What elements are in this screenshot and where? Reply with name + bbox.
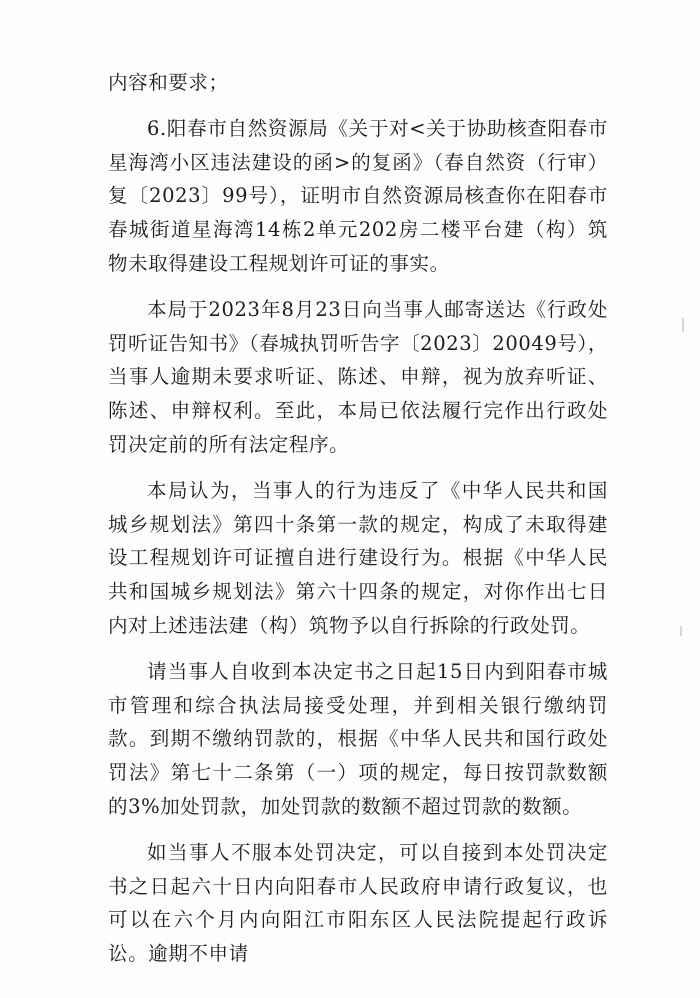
scan-speck — [682, 318, 684, 332]
paragraph-evidence-6: 6.阳春市自然资源局《关于对<关于协助核查阳春市星海湾小区违法建设的函>的复函》（春自然资（行审）复〔2023〕99号），证明市自然资源局核查你在阳春市春城街道星海湾14栋2单元202房二楼平台建（构）筑物未取得建设工程规划许可证的事实。 — [108, 116, 608, 275]
paragraph-ruling: 本局认为，当事人的行为违反了《中华人民共和国城乡规划法》第四十条第一款的规定，构成了未取得建设工程规划许可证擅自进行建设行为。根据《中华人民共和国城乡规划法》第六十四条的规定，对你作出七日内对上述违法建（构）筑物予以自行拆除的行政处罚。 — [108, 478, 608, 637]
paragraph-continuation: 内容和要求； — [108, 71, 229, 94]
paragraph-hearing-notice: 本局于2023年8月23日向当事人邮寄送达《行政处罚听证告知书》（春城执罚听告字〔2023〕20049号），当事人逾期未要求听证、陈述、申辩，视为放弃听证、陈述、申辩权利。至此，本局已依法履行完作出行政处罚决定前的所有法定程序。 — [108, 297, 608, 456]
paragraph-payment: 请当事人自收到本决定书之日起15日内到阳春市城市管理和综合执法局接受处理，并到相关银行缴纳罚款。到期不缴纳罚款的，根据《中华人民共和国行政处罚法》第七十二条第（一）项的规定，每日按罚款数额的3%加处罚款，加处罚款的数额不超过罚款的数额。 — [108, 659, 608, 818]
scan-speck — [680, 626, 682, 636]
paragraph-appeal: 如当事人不服本处罚决定，可以自接到本处罚决定书之日起六十日内向阳春市人民政府申请行政复议，也可以在六个月内向阳江市阳东区人民法院提起行政诉讼。逾期不申请 — [108, 840, 608, 966]
document-body — [108, 66, 608, 983]
